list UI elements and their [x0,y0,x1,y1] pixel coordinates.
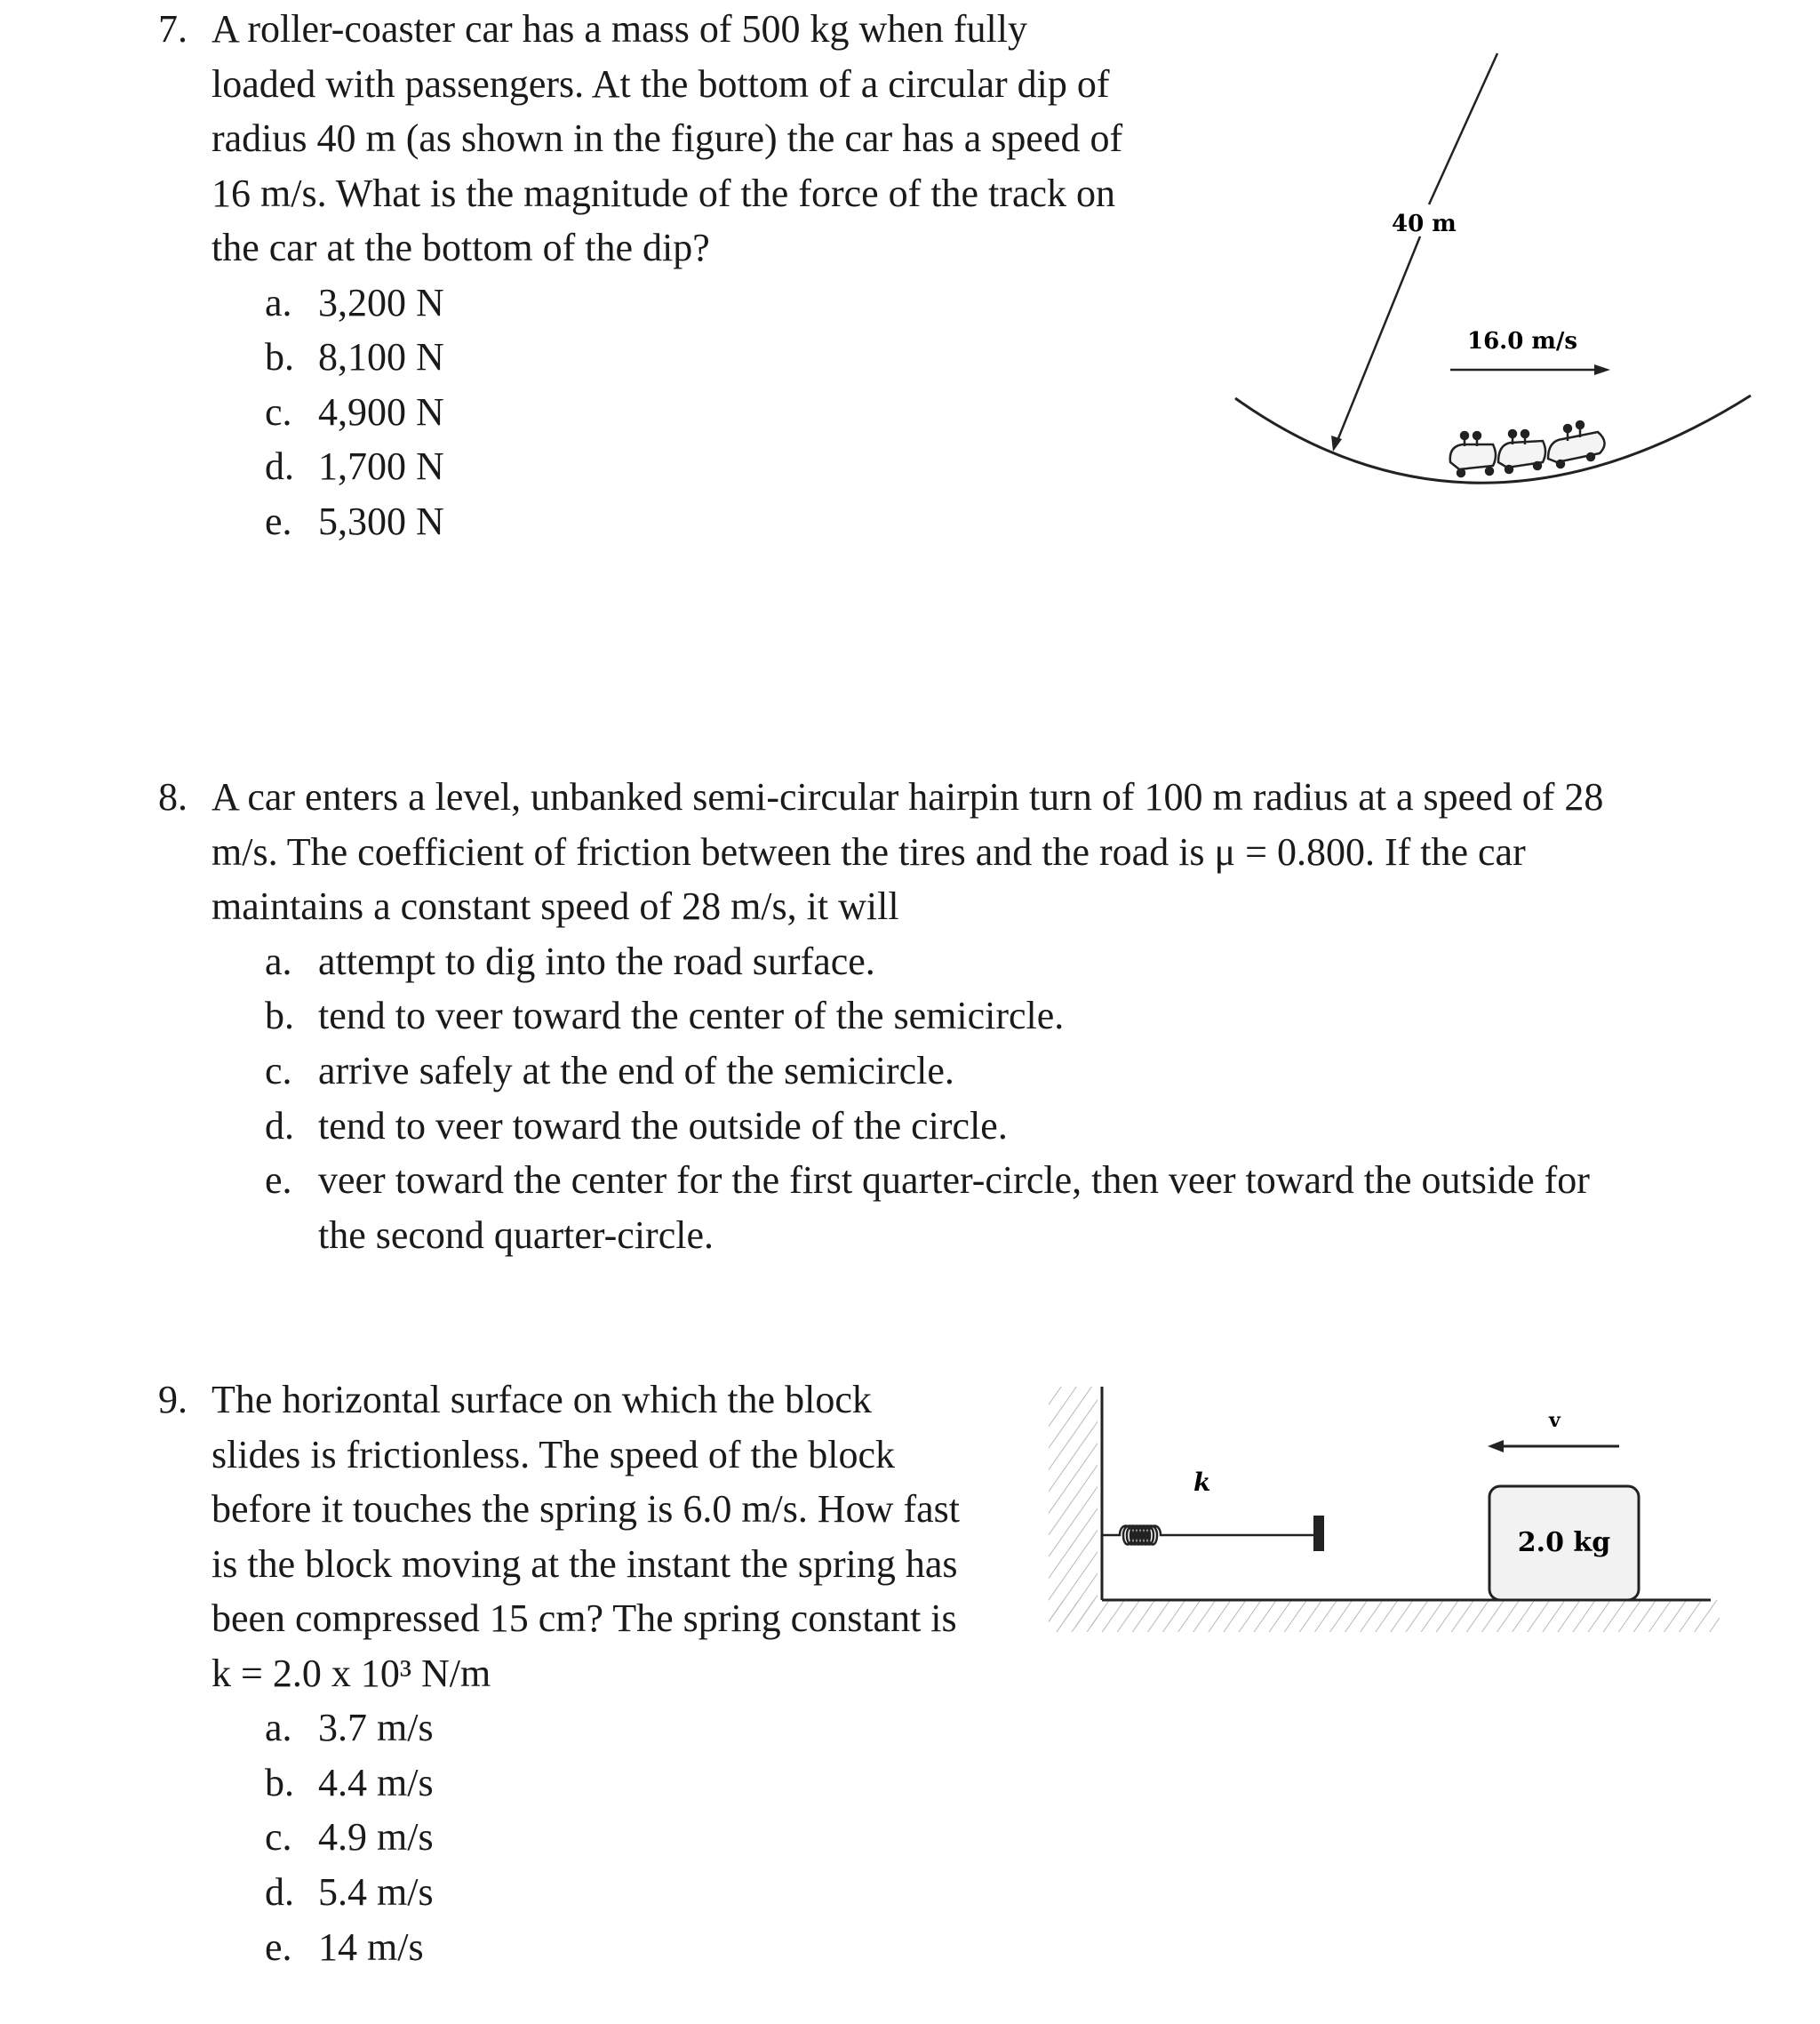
question-number: 9. [158,1378,188,1421]
question-stem-line: k = 2.0 x 10³ N/m [212,1652,491,1695]
velocity-arrowhead [1488,1440,1504,1452]
option-text: the second quarter-circle. [318,1213,714,1257]
roller-coaster-figure [1226,44,1760,498]
option-letter: e. [265,1158,292,1202]
option-text: 5.4 m/s [318,1870,434,1914]
question-stem-line: maintains a constant speed of 28 m/s, it will [212,884,899,928]
question-stem-line: m/s. The coefficient of friction between the tires and the road is μ = 0.800. If the car [212,830,1526,874]
question-stem-line: the car at the bottom of the dip? [212,226,710,269]
option-text: tend to veer toward the center of the semicircle. [318,994,1065,1037]
option-text: 1,700 N [318,444,444,488]
question-stem-line: is the block moving at the instant the spring has [212,1542,958,1586]
question-stem-line: A car enters a level, unbanked semi-circular hairpin turn of 100 m radius at a speed of 28 [212,775,1604,819]
radius-arrowhead [1331,436,1342,452]
option-text: 4.4 m/s [318,1761,434,1804]
option-letter: c. [265,390,292,434]
option-letter: c. [265,1049,292,1092]
question-stem-line: before it touches the spring is 6.0 m/s. How fast [212,1487,960,1531]
option-letter: a. [265,1706,292,1749]
spring-constant-label: k [1193,1468,1211,1497]
velocity-arrowhead [1594,364,1610,375]
mass-label: 2.0 kg [1517,1527,1611,1558]
question-stem-line: slides is frictionless. The speed of the block [212,1433,896,1476]
option-text: attempt to dig into the road surface. [318,940,875,983]
option-text: 5,300 N [318,500,444,543]
spring-coil [1102,1526,1315,1545]
option-text: 3,200 N [318,281,444,324]
option-text: tend to veer toward the outside of the circle. [318,1104,1008,1148]
floor-hatching [1049,1600,1720,1632]
question-stem-line: loaded with passengers. At the bottom of a circular dip of [212,62,1110,106]
velocity-label: v [1549,1409,1561,1432]
question-number: 7. [158,7,188,51]
question-stem-line: A roller-coaster car has a mass of 500 kg when fully [212,7,1027,51]
option-letter: a. [265,281,292,324]
speed-label: 16.0 m/s [1467,328,1578,355]
roller-coaster-cars [1450,421,1605,476]
wall-hatching [1049,1387,1098,1627]
option-letter: e. [265,500,292,543]
option-text: 3.7 m/s [318,1706,434,1749]
option-letter: b. [265,994,294,1037]
option-letter: d. [265,444,294,488]
option-letter: a. [265,940,292,983]
option-letter: d. [265,1104,294,1148]
option-text: 14 m/s [318,1925,424,1969]
option-text: 4,900 N [318,390,444,434]
option-text: 8,100 N [318,335,444,379]
option-text: arrive safely at the end of the semicircle. [318,1049,954,1092]
question-number: 8. [158,775,188,819]
option-letter: e. [265,1925,292,1969]
radius-label: 40 m [1392,211,1457,237]
radius-line [1337,236,1420,443]
option-letter: c. [265,1815,292,1859]
question-stem-line: 16 m/s. What is the magnitude of the force of the track on [212,172,1116,215]
option-letter: b. [265,1761,294,1804]
option-letter: b. [265,335,294,379]
option-text: 4.9 m/s [318,1815,434,1859]
spring-cap [1313,1516,1324,1551]
question-stem-line: been compressed 15 cm? The spring constant is [212,1596,957,1640]
option-letter: d. [265,1870,294,1914]
question-stem-line: The horizontal surface on which the block [212,1378,872,1421]
spring-block-figure [1049,1382,1724,1667]
question-stem-line: radius 40 m (as shown in the figure) the car has a speed of [212,116,1123,160]
option-text: veer toward the center for the first quarter-circle, then veer toward the outside for [318,1158,1590,1202]
radius-line [1429,53,1497,204]
